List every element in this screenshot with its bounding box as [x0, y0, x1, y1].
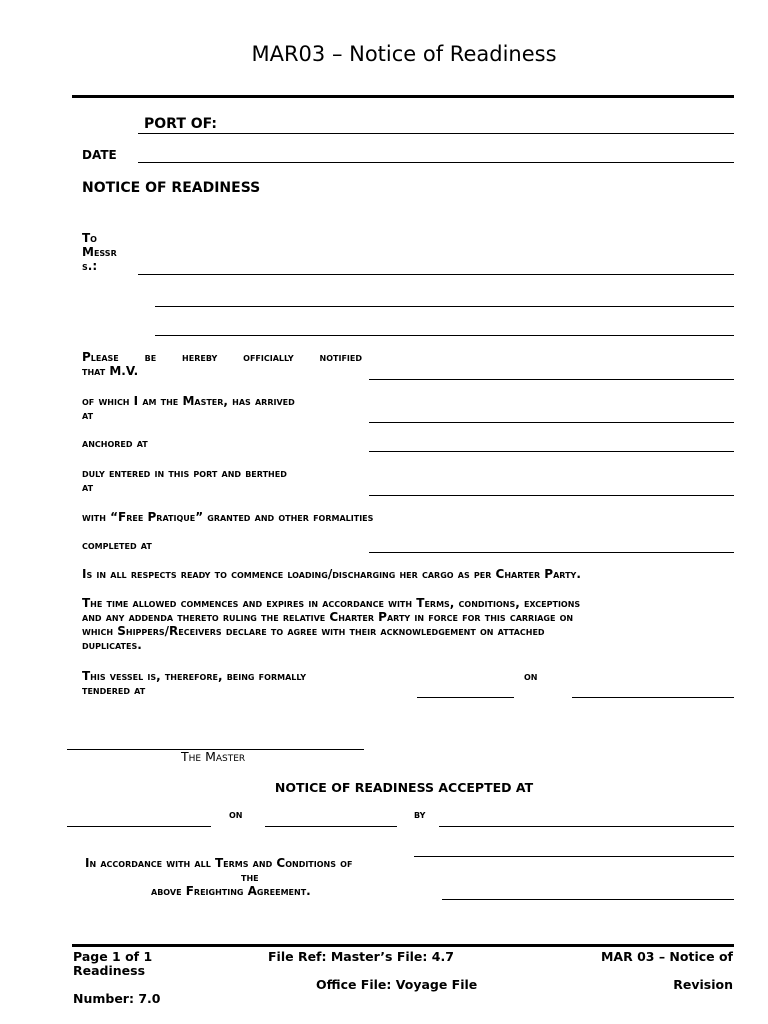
- accepted-date-field[interactable]: [265, 826, 397, 827]
- accordance-label-1: In accordance with all Terms and Conditions of: [85, 856, 353, 870]
- berthed-label-1: duly entered in this port and berthed: [82, 466, 287, 480]
- footer-page: Page 1 of 1: [73, 949, 153, 964]
- footer-doc-name: MAR 03 – Notice of: [600, 949, 733, 964]
- arrived-label-1: of which I am the Master, has arrived: [82, 394, 295, 408]
- on-label: on: [524, 669, 538, 683]
- completed-label: completed at: [82, 538, 152, 552]
- page-title: MAR03 – Notice of Readiness: [251, 42, 557, 66]
- accepted-heading: NOTICE OF READINESS ACCEPTED AT: [274, 780, 534, 795]
- to-label-2: Messr: [82, 245, 117, 259]
- vessel-field[interactable]: [369, 379, 734, 380]
- footer-file-ref: File Ref: Master’s File: 4.7: [268, 949, 454, 964]
- master-signature-label: The Master: [181, 749, 246, 764]
- notice-heading: NOTICE OF READINESS: [82, 180, 261, 196]
- berthed-label-2: at: [82, 480, 94, 494]
- pratique-label: with “Free Pratique” granted and other formalities: [82, 510, 374, 524]
- accordance-label-3: above Freighting Agreement.: [151, 884, 311, 898]
- messrs-field-3[interactable]: [155, 335, 734, 336]
- accordance-label-2: the: [241, 870, 259, 884]
- time-statement-4: duplicates.: [82, 638, 142, 652]
- arrived-label-2: at: [82, 408, 94, 422]
- completed-field[interactable]: [369, 552, 734, 553]
- accordance-field-2[interactable]: [442, 899, 734, 900]
- tendered-date-field[interactable]: [572, 697, 734, 698]
- time-statement-3: which Shippers/Receivers declare to agree with their acknowledgement on attached: [82, 624, 545, 638]
- on-label-2: on: [229, 807, 243, 821]
- tendered-label-2: tendered at: [82, 683, 146, 697]
- footer-rule: [72, 944, 734, 947]
- arrived-field[interactable]: [369, 422, 734, 423]
- footer-office-file: Office File: Voyage File: [316, 977, 478, 992]
- footer-revision: Revision: [673, 977, 733, 992]
- ready-statement: Is in all respects ready to commence loading/discharging her cargo as per Charter Party.: [82, 567, 581, 581]
- berthed-field[interactable]: [369, 495, 734, 496]
- time-statement-2: and any addenda thereto ruling the relative Charter Party in force for this carriage on: [82, 610, 574, 624]
- by-label: by: [414, 807, 426, 821]
- to-label-1: To: [82, 231, 97, 245]
- messrs-field-1[interactable]: [138, 274, 734, 275]
- accepted-place-field[interactable]: [67, 826, 211, 827]
- header-rule: [72, 95, 734, 98]
- port-field[interactable]: [138, 133, 734, 134]
- date-label: DATE: [82, 148, 117, 162]
- anchored-label: anchored at: [82, 436, 148, 450]
- accepted-by-field[interactable]: [439, 826, 734, 827]
- date-field[interactable]: [138, 162, 734, 163]
- accordance-field-1[interactable]: [414, 856, 734, 857]
- messrs-field-2[interactable]: [155, 306, 734, 307]
- tendered-time-field[interactable]: [417, 697, 514, 698]
- time-statement-1: The time allowed commences and expires in accordance with Terms, conditions, exceptions: [82, 596, 581, 610]
- to-label-3: s.:: [82, 259, 98, 273]
- port-label: PORT OF:: [144, 116, 218, 132]
- anchored-field[interactable]: [369, 451, 734, 452]
- tendered-label-1: This vessel is, therefore, being formally: [82, 669, 306, 683]
- notified-label-1: Please be hereby officially notified: [82, 350, 362, 364]
- notified-label-2: that M.V.: [82, 364, 139, 378]
- footer-number: Number: 7.0: [73, 991, 161, 1006]
- footer-readiness: Readiness: [73, 963, 146, 978]
